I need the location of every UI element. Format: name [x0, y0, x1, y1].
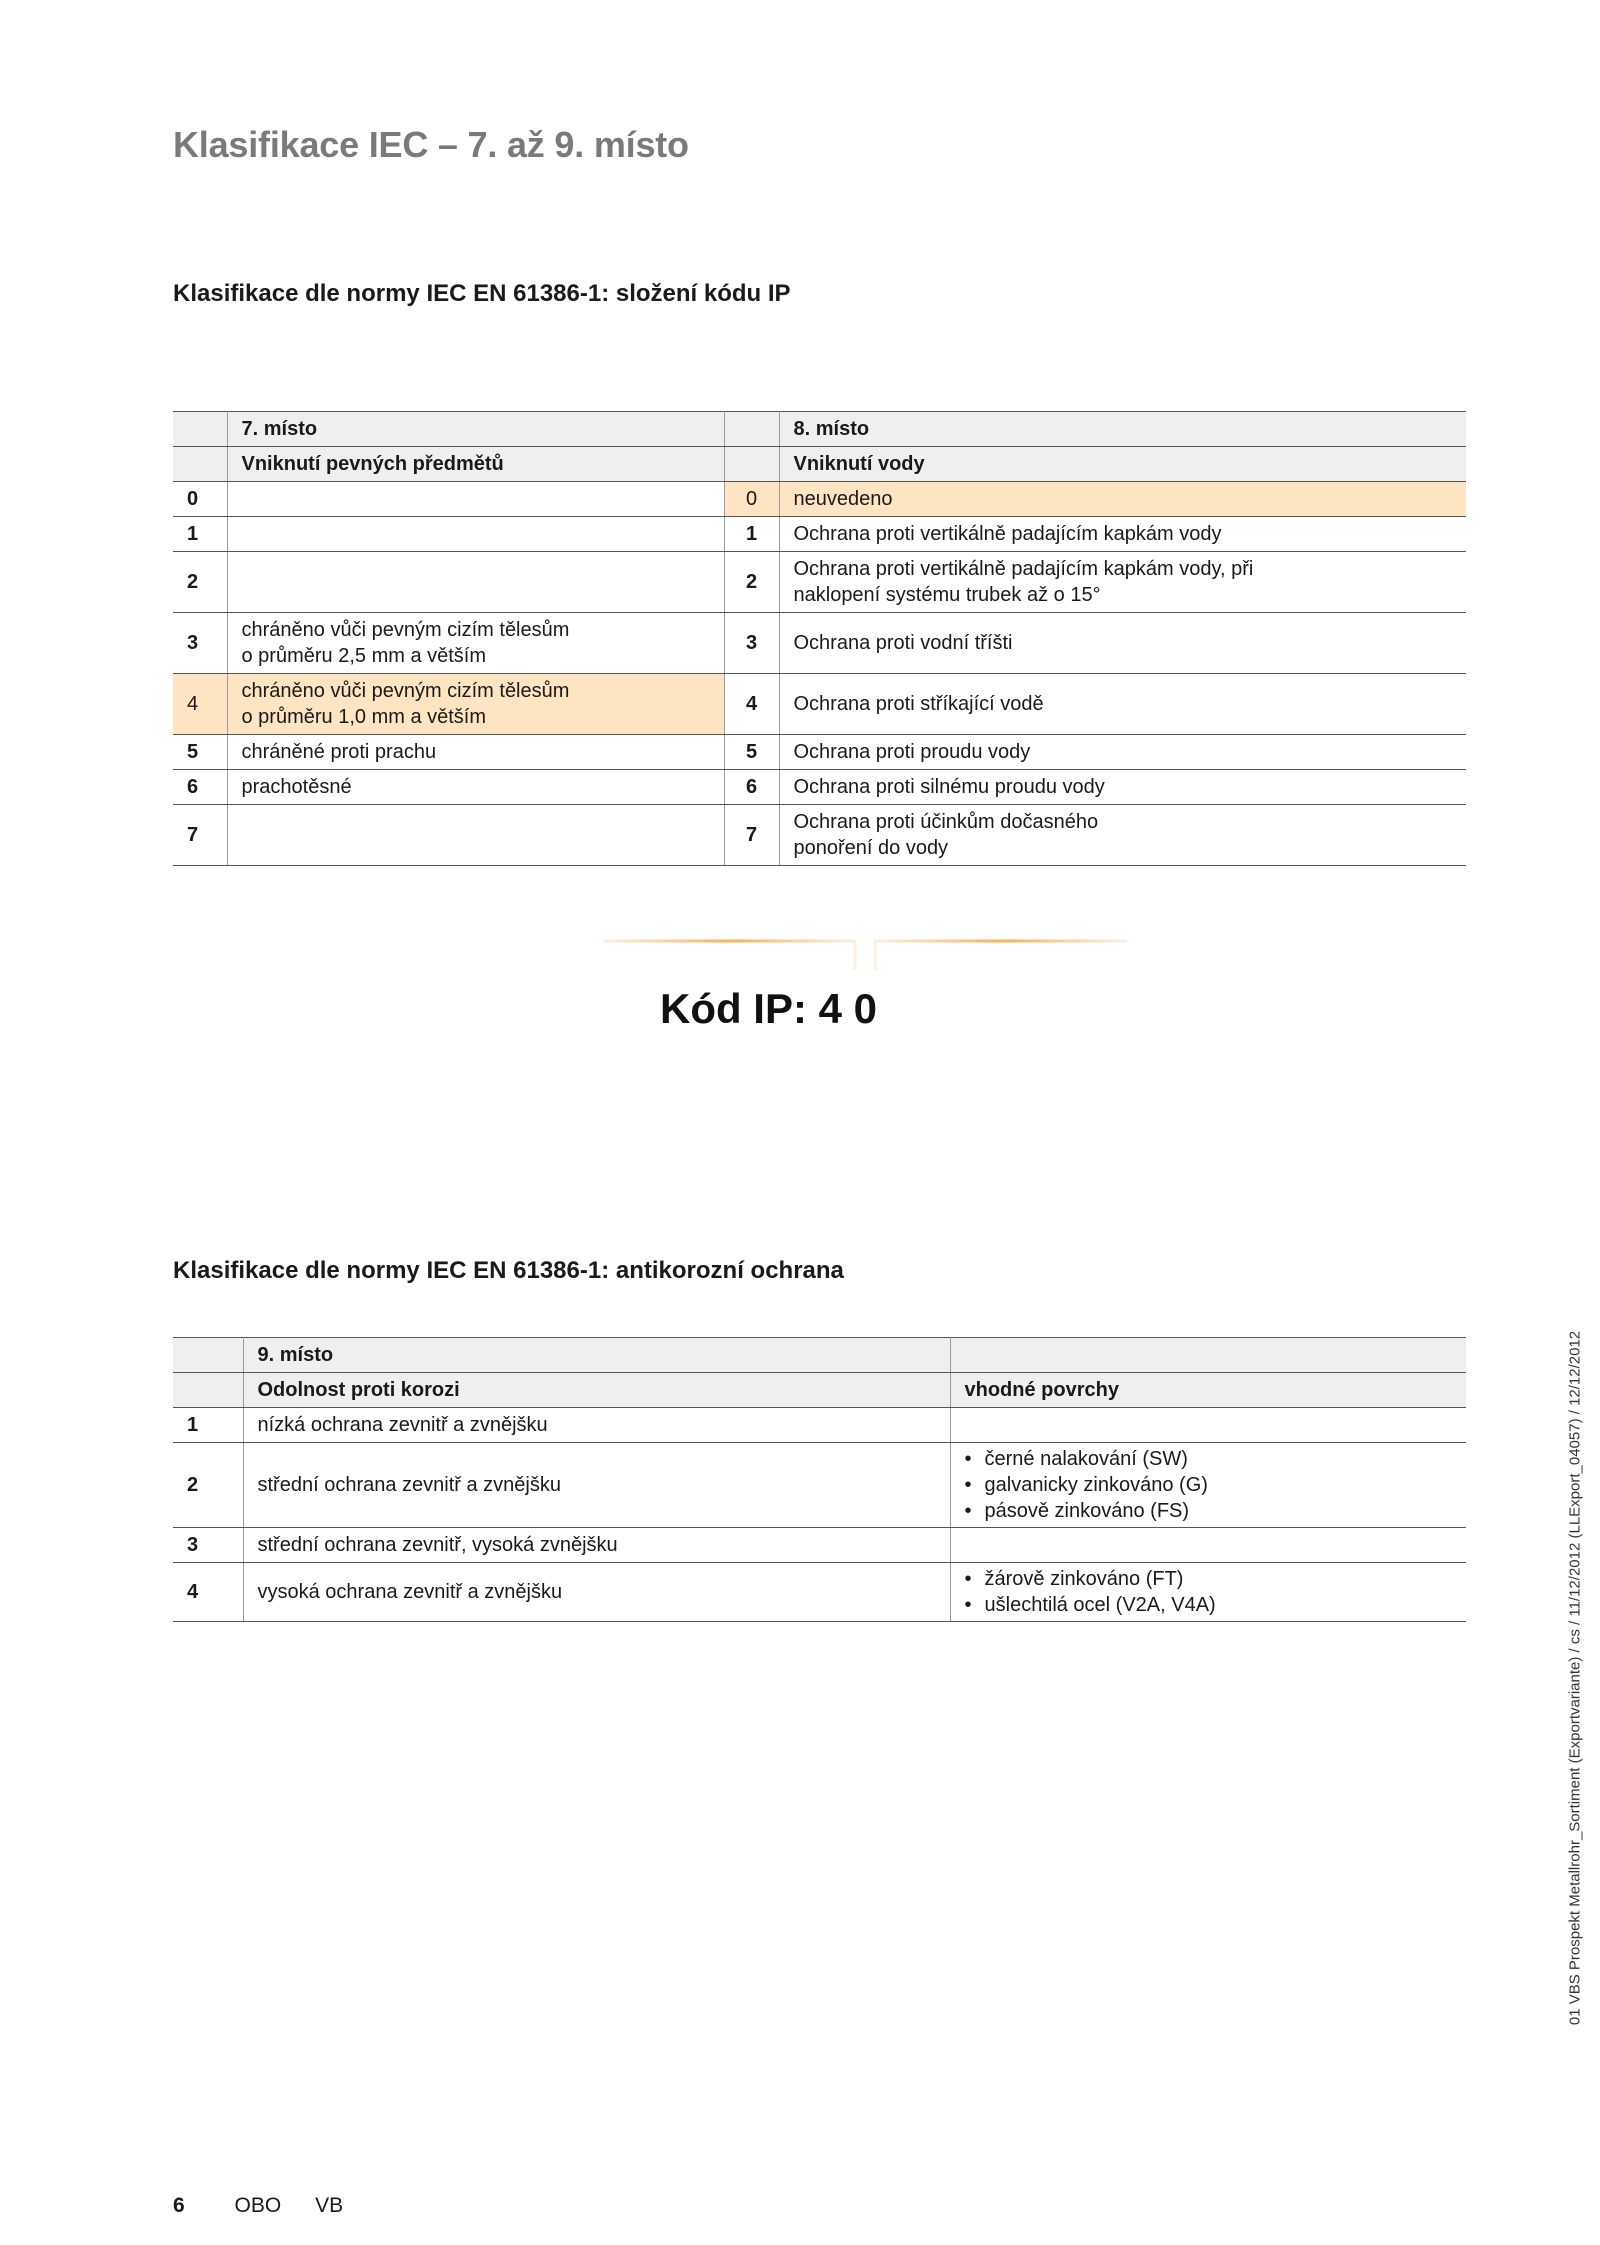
- page-footer: [173, 2194, 343, 2218]
- col8-subheader: Vniknutí vody: [779, 447, 1466, 482]
- selected-option-8: neuvedeno: [779, 482, 1466, 517]
- list-item: • ušlechtilá ocel (V2A, V4A): [965, 1592, 1453, 1618]
- selected-digit-8: 0: [724, 482, 779, 517]
- section-title-corrosion: Klasifikace dle normy IEC EN 61386-1: antikorozní ochrana: [173, 1257, 844, 1284]
- col7-header: 7. místo: [227, 412, 724, 447]
- table-row: 4 vysoká ochrana zevnitř a zvnějšku • žárově zinkováno (FT) • ušlechtilá ocel (V2A, V4A): [173, 1563, 1466, 1622]
- page-number: 6: [173, 2194, 185, 2217]
- ip-classification-table: [173, 411, 1466, 866]
- table-header-row: [173, 412, 1466, 447]
- table-row: 2 2 Ochrana proti vertikálně padajícím kapkám vody, při naklopení systému trubek až o 15°: [173, 552, 1466, 613]
- table-subheader-row: [173, 447, 1466, 482]
- brand-name: OBO: [234, 2194, 282, 2217]
- table-row: 3 střední ochrana zevnitř, vysoká zvnějšku: [173, 1528, 1466, 1563]
- list-item: • žárově zinkováno (FT): [965, 1566, 1453, 1592]
- surfaces-list: [950, 1563, 1466, 1622]
- col8-header: 8. místo: [779, 412, 1466, 447]
- list-item: • pásově zinkováno (FS): [965, 1498, 1453, 1524]
- table-subheader-row: [173, 1373, 1466, 1408]
- table-row: 2 střední ochrana zevnitř a zvnějšku • černé nalakování (SW) • galvanicky zinkováno (G) • pásově zinkováno (FS): [173, 1443, 1466, 1528]
- section-title-ip-code: Klasifikace dle normy IEC EN 61386-1: složení kódu IP: [173, 280, 791, 307]
- col7-subheader: Vniknutí pevných předmětů: [227, 447, 724, 482]
- table-row: 4 chráněno vůči pevným cizím tělesům o průměru 1,0 mm a větším 4 Ochrana proti stříkající vodě: [173, 674, 1466, 735]
- surfaces-header: vhodné povrchy: [950, 1373, 1466, 1408]
- table-row: 0 0 neuvedeno: [173, 482, 1466, 517]
- list-item: • černé nalakování (SW): [965, 1446, 1453, 1472]
- selected-digit-7: 4: [173, 674, 227, 735]
- selected-option-7: chráněno vůči pevným cizím tělesům o průměru 1,0 mm a větším: [227, 674, 724, 735]
- table-row: 5 chráněné proti prachu 5 Ochrana proti proudu vody: [173, 735, 1466, 770]
- section-code: VB: [315, 2194, 344, 2217]
- table-row: 1 1 Ochrana proti vertikálně padajícím kapkám vody: [173, 517, 1466, 552]
- ip-code-result: Kód IP: 4 0: [660, 985, 878, 1032]
- col9-header: 9. místo: [243, 1338, 950, 1373]
- corrosion-table: [173, 1337, 1466, 1622]
- table-row: 1 nízká ochrana zevnitř a zvnějšku: [173, 1408, 1466, 1443]
- col9-subheader: Odolnost proti korozi: [243, 1373, 950, 1408]
- surfaces-list: [950, 1443, 1466, 1528]
- page-title: Klasifikace IEC – 7. až 9. místo: [173, 124, 689, 165]
- table-row: 6 prachotěsné 6 Ochrana proti silnému proudu vody: [173, 770, 1466, 805]
- list-item: • galvanicky zinkováno (G): [965, 1472, 1453, 1498]
- table-row: 3 chráněno vůči pevným cizím tělesům o průměru 2,5 mm a větším 3 Ochrana proti vodní tříšti: [173, 613, 1466, 674]
- document-reference: 01 VBS Prospekt Metallrohr_Sortiment (Exportvariante) / cs / 11/12/2012 (LLExport_04057) / 12/12/2012: [1566, 1330, 1584, 2026]
- table-header-row: [173, 1338, 1466, 1373]
- curly-bracket-icon: [600, 855, 1130, 975]
- table-row: 7 7 Ochrana proti účinkům dočasného ponoření do vody: [173, 805, 1466, 866]
